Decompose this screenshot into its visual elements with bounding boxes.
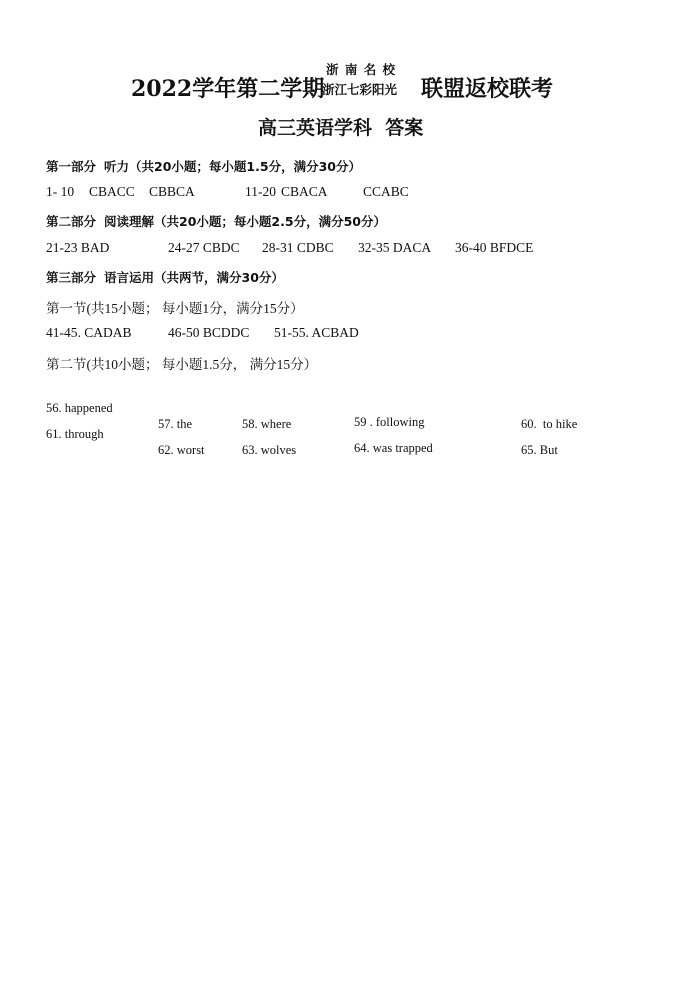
part2-answer-3: 28-31 CDBC: [262, 240, 334, 255]
answer-64: 64. was trapped: [354, 441, 433, 455]
part2-answer-4: 32-35 DACA: [358, 240, 432, 255]
part3-section1-answer-1: 41-45. CADAB: [46, 325, 132, 340]
part1-heading: [46, 157, 361, 175]
part3-section2-title: 第二节(共10小题； 每小题1.5分， 满分15分）: [46, 357, 318, 372]
part1-rule: （共20小题；每小题1.5分，满分30分）: [129, 159, 361, 174]
part3-section1-title: 第一节(共15小题； 每小题1分，满分15分）: [46, 301, 304, 316]
part3-rule: （共两节，满分30分）: [154, 270, 284, 285]
part2-heading: [46, 212, 386, 230]
part3-heading: [46, 268, 284, 286]
answer-56: 56. happened: [46, 401, 113, 415]
answer-65: 65. But: [521, 443, 558, 457]
answer-61: 61. through: [46, 427, 104, 441]
part2-answer-1: 21-23 BAD: [46, 240, 110, 255]
answer-63: 63. wolves: [242, 443, 297, 457]
part3-name: 语言运用: [104, 270, 155, 285]
part1-range-2: 11-20: [245, 184, 276, 199]
part2-answer-2: 24-27 CBDC: [168, 240, 240, 255]
part1-keys-1b: CBBCA: [149, 184, 195, 199]
title-left: 2022学年第二学期: [131, 76, 325, 102]
answer-62: 62. worst: [158, 443, 205, 457]
title-stack-top: 浙 南 名 校: [326, 62, 397, 77]
answer-60: 60. to hike: [521, 417, 578, 431]
part1-keys-1a: CBACC: [89, 184, 135, 199]
answer-59: 59 . following: [354, 415, 425, 429]
part2-rule: （共20小题；每小题2.5分，满分50分）: [154, 214, 386, 229]
part2-answer-5: 36-40 BFDCE: [455, 240, 534, 255]
part1-keys-2b: CCABC: [363, 184, 409, 199]
answer-57: 57. the: [158, 417, 193, 431]
title-stack-bottom: 浙江七彩阳光: [322, 82, 398, 97]
title-right: 联盟返校联考: [421, 76, 554, 102]
page-subtitle: 高三英语学科 答案: [258, 117, 424, 139]
answer-58: 58. where: [242, 417, 292, 431]
part2-name: 阅读理解: [104, 214, 155, 229]
part1-name: 听力: [104, 159, 130, 174]
part1-keys-2a: CBACA: [281, 184, 328, 199]
part1-label: 第一部分: [46, 159, 97, 174]
part2-label: 第二部分: [46, 214, 97, 229]
part3-section1-answer-2: 46-50 BCDDC: [168, 325, 250, 340]
part1-range-1: 1- 10: [46, 184, 75, 199]
part3-label: 第三部分: [46, 270, 97, 285]
part3-section1-answer-3: 51-55. ACBAD: [274, 325, 359, 340]
